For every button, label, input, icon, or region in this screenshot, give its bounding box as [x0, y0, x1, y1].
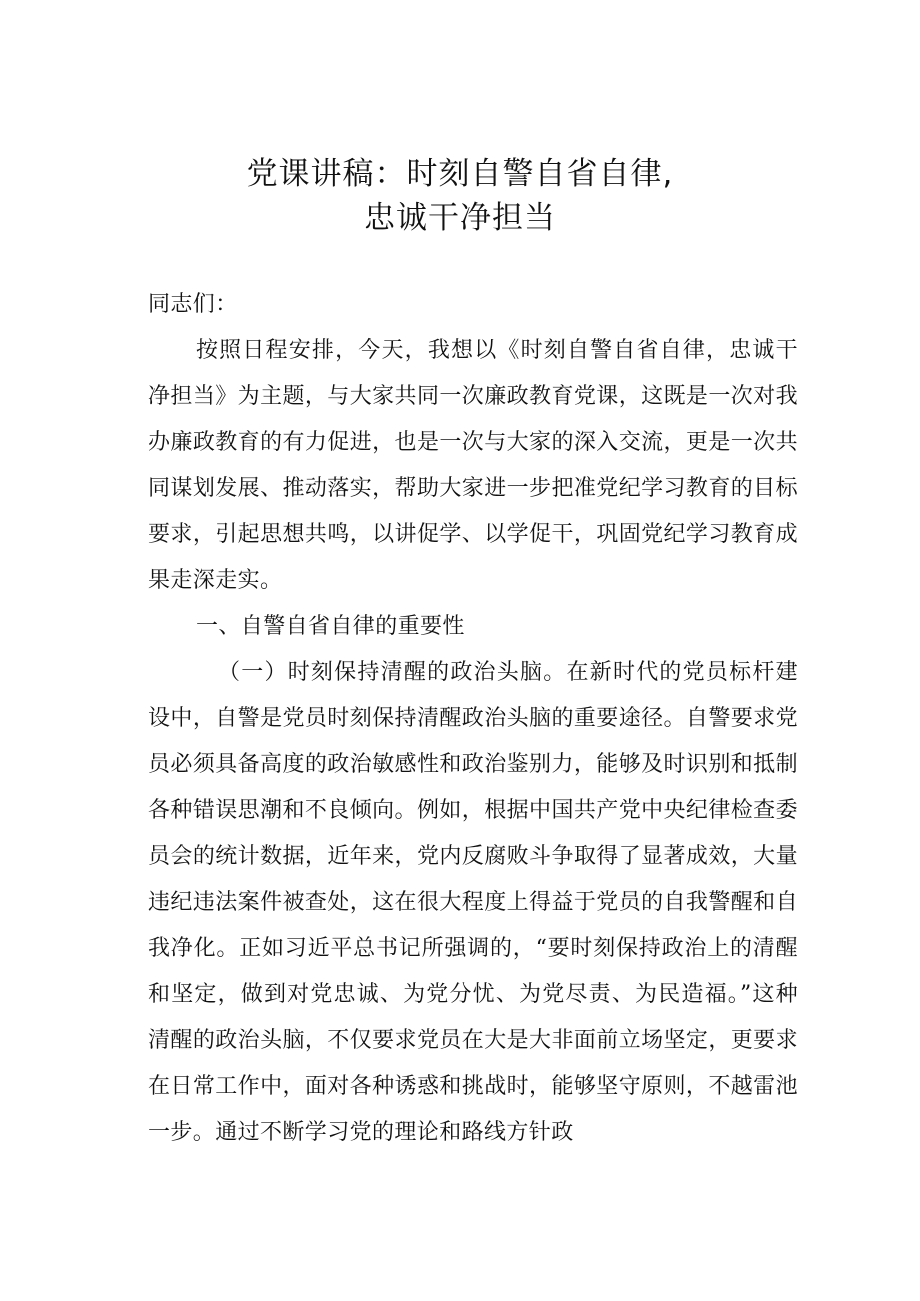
document-body [148, 282, 798, 1156]
title-line-1: 党课讲稿：时刻自警自省自律, [246, 156, 674, 192]
title-line-2: 忠诚干净担当 [364, 200, 556, 236]
section-1-heading: 一、自警自省自律的重要性 [196, 614, 465, 639]
document-title [0, 152, 920, 240]
salutation: 同志们： [148, 292, 238, 317]
intro-paragraph: 按照日程安排，今天，我想以《时刻自警自省自律，忠诚干净担当》为主题，与大家共同一次廉政教育党课，这既是一次对我办廉政教育的有力促进，也是一次与大家的深入交流，更是一次共同谋划发展、推动落实，帮助大家进一步把准党纪学习教育的目标要求，引起思想共鸣，以讲促学、以学促干，巩固党纪学习教育成果走深走实。 [148, 338, 798, 593]
section-1-subsection-1-paragraph: （一）时刻保持清醒的政治头脑。在新时代的党员标杆建设中，自警是党员时刻保持清醒政治头脑的重要途径。自警要求党员必须具备高度的政治敏感性和政治鉴别力，能够及时识别和抵制各种错误思潮和不良倾向。例如，根据中国共产党中央纪律检查委员会的统计数据，近年来，党内反腐败斗争取得了显著成效，大量违纪违法案件被查处，这在很大程度上得益于党员的自我警醒和自我净化。正如习近平总书记所强调的，“要时刻保持政治上的清醒和坚定，做到对党忠诚、为党分忧、为党尽责、为民造福。”这种清醒的政治头脑，不仅要求党员在大是大非面前立场坚定，更要求在日常工作中，面对各种诱惑和挑战时，能够坚守原则，不越雷池一步。通过不断学习党的理论和路线方针政 [148, 660, 798, 1145]
